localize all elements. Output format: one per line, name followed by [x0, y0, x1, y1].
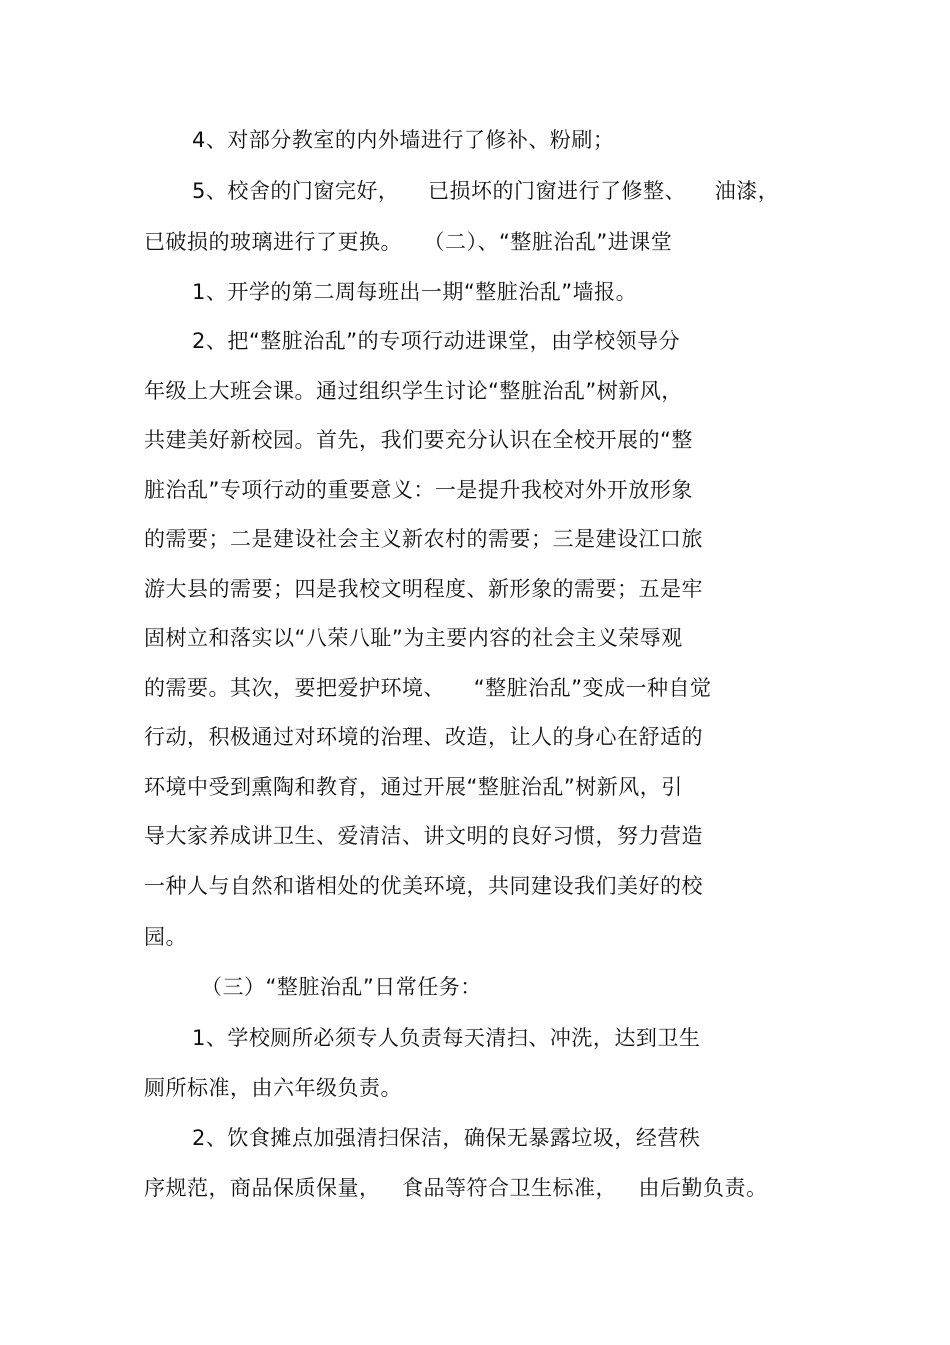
- text-line: 行动，积极通过对环境的治理、改造，让人的身心在舒适的: [144, 725, 703, 749]
- text-line: 导大家养成讲卫生、爱清洁、讲文明的良好习惯，努力营造: [144, 824, 703, 848]
- text-line: 年级上大班会课。通过组织学生讨论“整脏治乱”树新风，: [144, 379, 683, 403]
- text-line: 2、饮食摊点加强清扫保洁，确保无暴露垃圾，经营秩: [192, 1126, 701, 1150]
- text-line: 5、校舍的门窗完好， 已损坏的门窗进行了修整、 油漆，: [192, 179, 780, 203]
- text-line: 一种人与自然和谐相处的优美环境，共同建设我们美好的校: [144, 874, 703, 898]
- text-line: 的需要；二是建设社会主义新农村的需要；三是建设江口旅: [144, 527, 703, 551]
- text-line: 厕所标准，由六年级负责。: [144, 1076, 402, 1100]
- text-line: 4、对部分教室的内外墙进行了修补、粉刷；: [192, 128, 615, 152]
- text-line: 已破损的玻璃进行了更换。 （二）、“整脏治乱”进课堂: [144, 230, 673, 254]
- text-line: 序规范，商品保质保量， 食品等符合卫生标准， 由后勤负责。: [144, 1176, 768, 1200]
- text-line: 共建美好新校园。首先，我们要充分认识在全校开展的“整: [144, 428, 693, 452]
- text-line: 游大县的需要；四是我校文明程度、新形象的需要；五是牢: [144, 577, 703, 601]
- text-line: 脏治乱”专项行动的重要意义：一是提升我校对外开放形象: [144, 478, 693, 502]
- text-line: 固树立和落实以“八荣八耻”为主要内容的社会主义荣辱观: [144, 626, 683, 650]
- text-line: 环境中受到熏陶和教育，通过开展“整脏治乱”树新风，引: [144, 775, 683, 799]
- text-line: 2、把“整脏治乱”的专项行动进课堂，由学校领导分: [192, 329, 681, 353]
- text-line: 的需要。其次，要把爱护环境、 “整脏治乱”变成一种自觉: [144, 676, 712, 700]
- section-heading: （三）“整脏治乱”日常任务：: [201, 975, 482, 999]
- text-line: 园。: [144, 925, 187, 949]
- text-line: 1、学校厕所必须专人负责每天清扫、冲洗，达到卫生: [192, 1026, 701, 1050]
- text-line: 1、开学的第二周每班出一期“整脏治乱”墙报。: [192, 280, 638, 304]
